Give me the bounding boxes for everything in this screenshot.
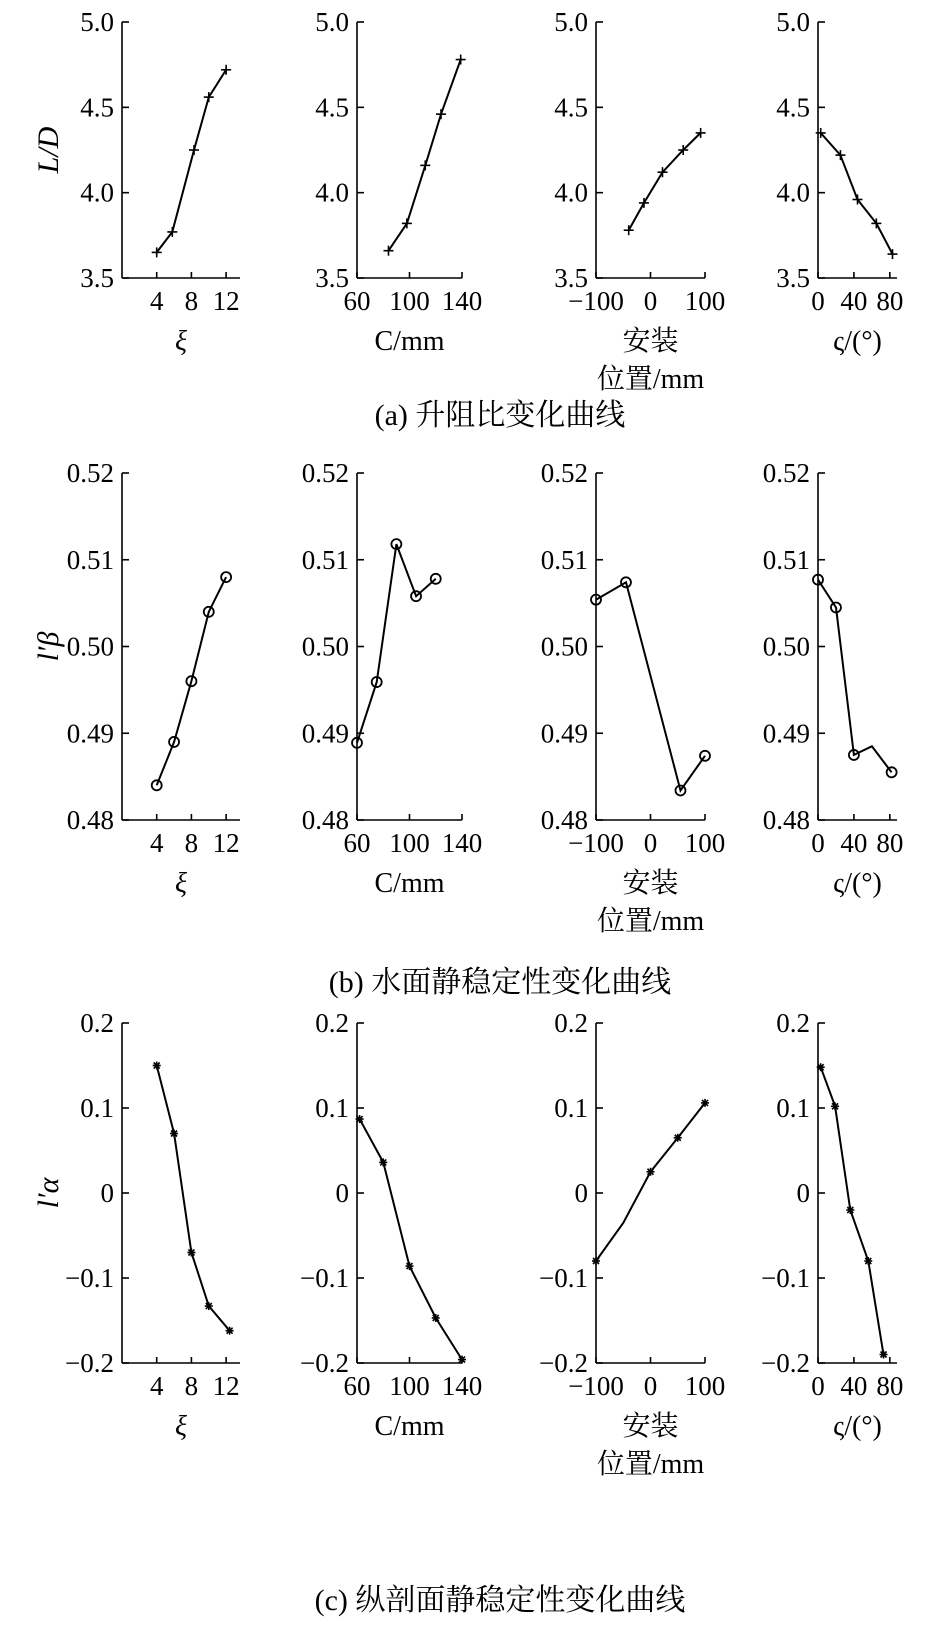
- y-tick-label: 0: [796, 1178, 810, 1208]
- x-tick-label: 0: [643, 828, 658, 858]
- subplot-3-3: [539, 1008, 725, 1480]
- x-tick-label: 40: [840, 828, 868, 858]
- data-point: [647, 1168, 655, 1176]
- data-point: [436, 109, 446, 119]
- y-tick-label: 0.49: [762, 718, 810, 749]
- y-tick-label: 0.2: [554, 1008, 588, 1038]
- series-line: [360, 1119, 462, 1360]
- y-tick-label: 0.51: [66, 544, 114, 575]
- y-tick-label: 0.2: [80, 1008, 114, 1038]
- y-tick-label: 0.50: [762, 631, 810, 662]
- data-point: [356, 1115, 364, 1123]
- subplot-1-4: [776, 7, 903, 357]
- x-tick-label: 0: [643, 286, 658, 316]
- caption-b: (b) 水面静稳定性变化曲线: [328, 966, 672, 999]
- x-tick-label: 8: [184, 1371, 199, 1401]
- x-tick-label: 4: [149, 828, 164, 858]
- x-tick-label: 100: [684, 828, 726, 858]
- x-axis-title: 位置/mm: [596, 906, 705, 937]
- y-axis-title: l′β: [32, 631, 65, 662]
- x-tick-label: 140: [441, 1371, 483, 1401]
- x-tick-label: 0: [811, 828, 825, 858]
- x-tick-label: 80: [876, 828, 904, 858]
- y-tick-label: 5.0: [80, 7, 114, 37]
- data-point: [170, 1130, 178, 1138]
- data-point: [406, 1262, 414, 1270]
- y-axis-title: l′α: [32, 1177, 65, 1209]
- series-line: [157, 1066, 230, 1331]
- y-tick-label: 0.50: [301, 631, 349, 662]
- series-line: [157, 70, 226, 253]
- data-point: [458, 1356, 466, 1364]
- y-tick-label: 0.49: [301, 718, 349, 749]
- x-tick-label: 80: [876, 286, 904, 316]
- y-tick-label: 0.50: [540, 631, 588, 662]
- data-point: [420, 160, 430, 170]
- x-axis-title: 位置/mm: [596, 364, 705, 395]
- plots-group: [32, 7, 903, 1480]
- y-tick-label: −0.2: [761, 1348, 810, 1378]
- x-axis-title: 安装: [622, 868, 679, 899]
- y-tick-label: 0.48: [301, 805, 349, 835]
- y-tick-label: 4.5: [315, 92, 349, 123]
- y-tick-label: −0.1: [539, 1263, 588, 1293]
- y-tick-label: 0.50: [66, 631, 114, 662]
- data-point: [592, 1257, 600, 1265]
- y-tick-label: 0.48: [66, 805, 114, 835]
- series-line: [818, 580, 892, 773]
- x-tick-label: −100: [568, 286, 624, 316]
- y-tick-label: 4.5: [776, 92, 810, 123]
- y-tick-label: 3.5: [554, 263, 588, 293]
- data-point: [153, 1062, 161, 1070]
- y-tick-label: 0.1: [776, 1093, 810, 1123]
- y-tick-label: −0.2: [300, 1348, 349, 1378]
- y-tick-label: −0.1: [300, 1263, 349, 1293]
- x-tick-label: −100: [568, 828, 624, 858]
- data-point: [204, 92, 214, 102]
- subplot-1-2: [315, 7, 482, 357]
- data-point: [379, 1158, 387, 1166]
- series-line: [596, 1103, 705, 1261]
- x-tick-label: 0: [643, 1371, 658, 1401]
- data-point: [674, 1134, 682, 1142]
- x-tick-label: 12: [212, 286, 240, 316]
- subplot-2-2: [302, 458, 483, 899]
- x-axis-title: ς/(°): [833, 868, 882, 899]
- x-tick-label: 60: [343, 1371, 371, 1401]
- y-tick-label: 4.5: [554, 92, 588, 123]
- x-axis-title: ξ: [175, 326, 187, 357]
- x-axis-title: 位置/mm: [596, 1449, 705, 1480]
- y-tick-label: −0.1: [65, 1263, 114, 1293]
- x-tick-label: 100: [684, 286, 726, 316]
- x-tick-label: 100: [684, 1371, 726, 1401]
- x-tick-label: 12: [212, 828, 240, 858]
- subplot-3-1: [32, 1008, 240, 1442]
- x-axis-title: 安装: [622, 326, 679, 357]
- y-tick-label: 4.0: [776, 177, 810, 208]
- x-axis-title: ξ: [175, 868, 187, 899]
- data-point: [624, 225, 634, 235]
- y-tick-label: 0.48: [540, 805, 588, 835]
- subplot-1-3: [554, 7, 725, 395]
- x-tick-label: −100: [568, 1371, 624, 1401]
- data-point: [187, 1249, 195, 1257]
- caption-a: (a) 升阻比变化曲线: [374, 399, 626, 432]
- x-tick-label: 100: [389, 1371, 430, 1401]
- y-tick-label: 0: [574, 1178, 588, 1208]
- y-tick-label: 3.5: [80, 263, 114, 293]
- data-point: [456, 55, 466, 65]
- y-tick-label: 3.5: [776, 263, 810, 293]
- y-tick-label: 0.52: [66, 458, 114, 488]
- y-tick-label: 0.49: [66, 718, 114, 749]
- data-point: [846, 1206, 854, 1214]
- y-tick-label: 0.48: [762, 805, 810, 835]
- data-point: [432, 1314, 440, 1322]
- x-axis-title: C/mm: [374, 868, 445, 899]
- data-point: [189, 145, 199, 155]
- y-tick-label: 4.0: [554, 177, 588, 208]
- x-tick-label: 0: [811, 1371, 825, 1401]
- series-line: [389, 60, 461, 251]
- y-tick-label: 0.49: [540, 718, 588, 749]
- y-tick-label: −0.1: [761, 1263, 810, 1293]
- data-point: [701, 1099, 709, 1107]
- series-line: [596, 582, 705, 790]
- caption-c: (c) 纵剖面静稳定性变化曲线: [314, 1584, 686, 1617]
- subplot-2-4: [763, 458, 904, 899]
- y-tick-label: 5.0: [315, 7, 349, 37]
- y-tick-label: 0.1: [315, 1093, 349, 1123]
- data-point: [817, 1063, 825, 1071]
- data-point: [831, 1102, 839, 1110]
- series-line: [629, 133, 701, 230]
- x-axis-title: ς/(°): [833, 326, 882, 357]
- x-axis-title: ξ: [175, 1411, 187, 1442]
- data-point: [221, 65, 231, 75]
- x-tick-label: 100: [389, 286, 430, 316]
- x-tick-label: 12: [212, 1371, 240, 1401]
- y-tick-label: 4.0: [80, 177, 114, 208]
- y-tick-label: 0.51: [301, 544, 349, 575]
- data-point: [880, 1351, 888, 1359]
- series-line: [357, 544, 436, 743]
- x-tick-label: 4: [149, 286, 164, 316]
- data-point: [205, 1302, 213, 1310]
- y-tick-label: 5.0: [776, 7, 810, 37]
- data-point: [226, 1327, 234, 1335]
- subplot-3-4: [761, 1008, 903, 1442]
- x-axis-title: C/mm: [374, 1411, 445, 1442]
- series-line: [157, 577, 226, 785]
- y-tick-label: −0.2: [65, 1348, 114, 1378]
- x-tick-label: 80: [876, 1371, 904, 1401]
- x-tick-label: 4: [149, 1371, 164, 1401]
- y-tick-label: 3.5: [315, 263, 349, 293]
- series-line: [821, 133, 893, 254]
- subplot-1-1: [32, 7, 240, 357]
- y-tick-label: 0.52: [540, 458, 588, 488]
- x-tick-label: 8: [184, 286, 199, 316]
- x-tick-label: 0: [811, 286, 825, 316]
- x-tick-label: 8: [184, 828, 199, 858]
- y-tick-label: 0.1: [554, 1093, 588, 1123]
- x-tick-label: 40: [840, 1371, 868, 1401]
- y-tick-label: 4.5: [80, 92, 114, 123]
- y-tick-label: 0.51: [762, 544, 810, 575]
- x-tick-label: 60: [343, 828, 371, 858]
- subplot-3-2: [300, 1008, 482, 1442]
- subplot-2-3: [541, 458, 726, 937]
- y-tick-label: 5.0: [554, 7, 588, 37]
- x-axis-title: C/mm: [374, 326, 445, 357]
- subplot-2-1: [32, 458, 240, 899]
- y-tick-label: 0: [100, 1178, 114, 1208]
- y-tick-label: −0.2: [539, 1348, 588, 1378]
- data-point: [221, 572, 231, 582]
- x-tick-label: 100: [389, 828, 430, 858]
- y-tick-label: 4.0: [315, 177, 349, 208]
- y-tick-label: 0: [335, 1178, 349, 1208]
- x-tick-label: 40: [840, 286, 868, 316]
- x-axis-title: ς/(°): [833, 1411, 882, 1442]
- y-tick-label: 0.52: [301, 458, 349, 488]
- data-point: [639, 198, 649, 208]
- x-tick-label: 140: [441, 828, 483, 858]
- x-tick-label: 140: [441, 286, 483, 316]
- data-point: [888, 249, 898, 259]
- y-tick-label: 0.51: [540, 544, 588, 575]
- y-axis-title: L/D: [32, 126, 65, 174]
- x-tick-label: 60: [343, 286, 371, 316]
- y-tick-label: 0.2: [315, 1008, 349, 1038]
- data-point: [864, 1257, 872, 1265]
- y-tick-label: 0.2: [776, 1008, 810, 1038]
- x-axis-title: 安装: [622, 1411, 679, 1442]
- y-tick-label: 0.1: [80, 1093, 114, 1123]
- y-tick-label: 0.52: [762, 458, 810, 488]
